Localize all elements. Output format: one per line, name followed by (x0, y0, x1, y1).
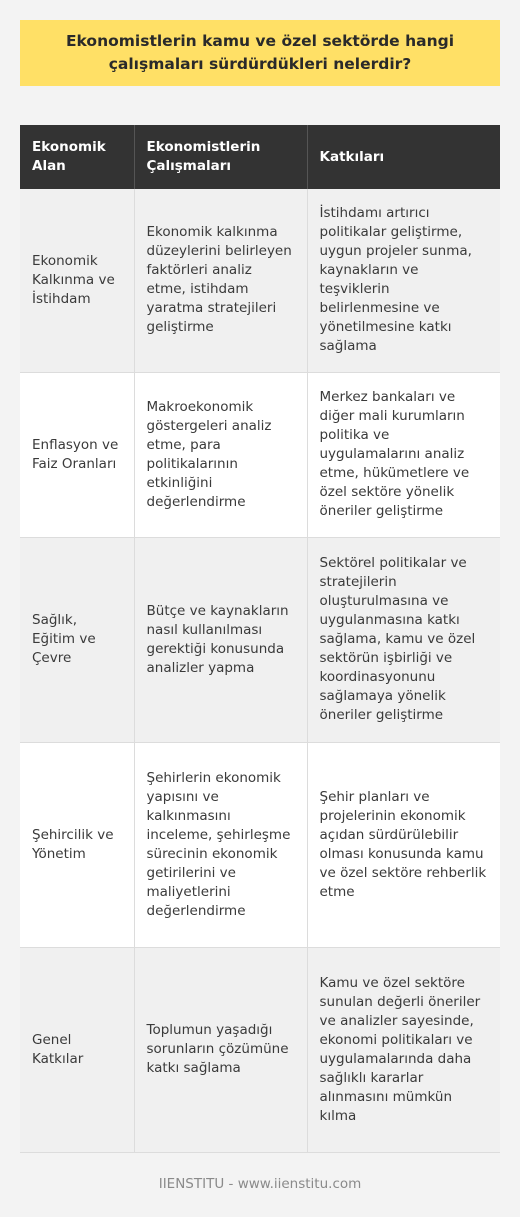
cell-contribution: İstihdamı artırıcı politikalar geliştirme, uygun projeler sunma, kaynakların ve teşviklerin belirlenmesine ve yönetilmesine katkı sağlama (307, 189, 500, 372)
table-row (20, 947, 500, 1152)
cell-area: Enflasyon ve Faiz Oranları (20, 372, 134, 537)
cell-area: Şehircilik ve Yönetim (20, 742, 134, 947)
table-row (20, 537, 500, 742)
cell-contribution: Sektörel politikalar ve stratejilerin oluşturulmasına ve uygulanmasına katkı sağlama, kamu ve özel sektörün işbirliği ve koordinasyonunu sağlamaya yönelik öneriler geliştirme (307, 537, 500, 742)
table-row (20, 189, 500, 372)
cell-contribution: Şehir planları ve projelerinin ekonomik açıdan sürdürülebilir olması konusunda kamu ve özel sektöre rehberlik etme (307, 742, 500, 947)
title-banner (20, 20, 500, 86)
column-header-work: Ekonomistlerin Çalışmaları (134, 125, 307, 189)
column-header-contribution: Katkıları (307, 125, 500, 189)
footer-credit: IIENSTITU - www.iienstitu.com (158, 1176, 362, 1192)
table-header-row (20, 125, 500, 189)
column-header-area: Ekonomik Alan (20, 125, 134, 189)
cell-work: Şehirlerin ekonomik yapısını ve kalkınmasını inceleme, şehirleşme sürecinin ekonomik getirilerini ve maliyetlerini değerlendirme (134, 742, 307, 947)
cell-work: Ekonomik kalkınma düzeylerini belirleyen faktörleri analiz etme, istihdam yaratma stratejileri geliştirme (134, 189, 307, 372)
data-table (20, 125, 500, 1153)
cell-area: Ekonomik Kalkınma ve İstihdam (20, 189, 134, 372)
table-row (20, 372, 500, 537)
page-title: Ekonomistlerin kamu ve özel sektörde hangi çalışmaları sürdürdükleri nelerdir? (65, 32, 455, 73)
cell-contribution: Kamu ve özel sektöre sunulan değerli öneriler ve analizler sayesinde, ekonomi politikaları ve uygulamalarında daha sağlıklı kararlar alınmasını mümkün kılma (307, 947, 500, 1152)
cell-area: Sağlık, Eğitim ve Çevre (20, 537, 134, 742)
cell-work: Toplumun yaşadığı sorunların çözümüne katkı sağlama (134, 947, 307, 1152)
cell-contribution: Merkez bankaları ve diğer mali kurumların politika ve uygulamalarını analiz etme, hükümetlere ve özel sektöre yönelik öneriler geliştirme (307, 372, 500, 537)
cell-work: Bütçe ve kaynakların nasıl kullanılması gerektiği konusunda analizler yapma (134, 537, 307, 742)
cell-area: Genel Katkılar (20, 947, 134, 1152)
table-row (20, 742, 500, 947)
cell-work: Makroekonomik göstergeleri analiz etme, para politikalarının etkinliğini değerlendirme (134, 372, 307, 537)
